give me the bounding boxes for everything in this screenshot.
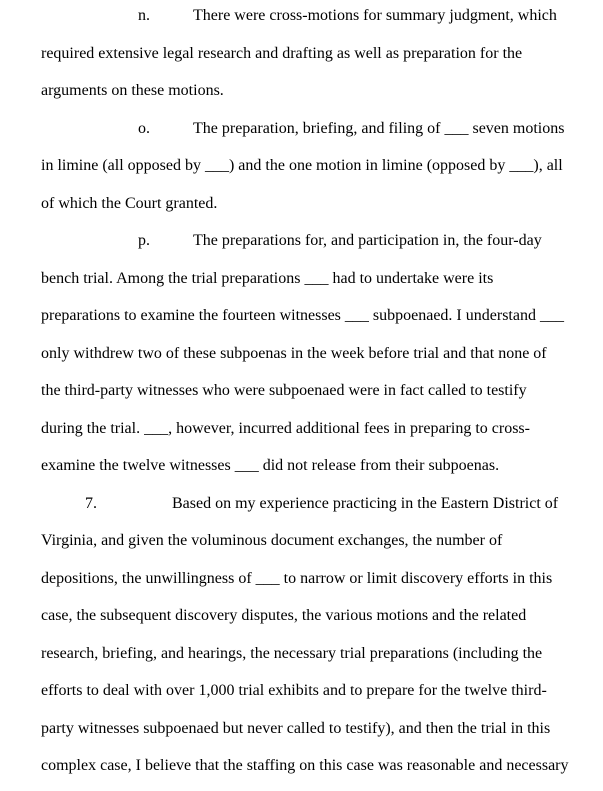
first-line-indent: [41, 132, 138, 133]
line-text: research, briefing, and hearings, the necessary trial preparations (including the: [41, 644, 543, 662]
paragraph: [41, 485, 583, 785]
first-line-indent: [41, 19, 138, 20]
paragraph-line: [41, 372, 583, 410]
line-text: preparations to examine the fourteen witnesses ___ subpoenaed. I understand ___: [41, 307, 564, 324]
paragraph-line: [41, 597, 583, 635]
document-text-block: [41, 0, 583, 785]
paragraph-label: p.: [138, 232, 150, 249]
line-text: There were cross-motions for summary judgment, which: [193, 7, 557, 24]
line-text: efforts to deal with over 1,000 trial exhibits and to prepare for the twelve third-: [41, 682, 547, 699]
paragraph-line: [41, 522, 583, 560]
line-text: required extensive legal research and drafting as well as preparation for the: [41, 44, 523, 62]
line-text: during the trial. ___, however, incurred additional fees in preparing to cross-: [41, 419, 530, 437]
line-text: Based on my experience practicing in the Eastern District of: [172, 494, 559, 512]
paragraph: [41, 0, 583, 110]
paragraph-line: [41, 110, 583, 148]
line-text: case, the subsequent discovery disputes, the various motions and the related: [41, 607, 527, 624]
line-text: only withdrew two of these subpoenas in the week before trial and that none of: [41, 344, 547, 362]
paragraph: [41, 222, 583, 485]
line-text: party witnesses subpoenaed but never called to testify), and then the trial in this: [41, 719, 551, 737]
paragraph-line: [41, 747, 583, 785]
paragraph-line: [41, 560, 583, 598]
paragraph-label: 7.: [85, 494, 97, 512]
paragraph-label: n.: [138, 7, 150, 24]
first-line-indent: [41, 507, 85, 508]
paragraph-label: o.: [138, 119, 150, 137]
line-text: bench trial. Among the trial preparations ___ had to undertake were its: [41, 269, 494, 287]
paragraph-line: [41, 297, 583, 335]
line-text: in limine (all opposed by ___) and the one motion in limine (opposed by ___), all: [41, 157, 563, 174]
paragraph-line: [41, 222, 583, 260]
line-text: the third-party witnesses who were subpoenaed were in fact called to testify: [41, 382, 527, 399]
line-text: of which the Court granted.: [41, 194, 218, 212]
paragraph-line: [41, 147, 583, 185]
first-line-indent: [41, 244, 138, 245]
paragraph-line: [41, 72, 583, 110]
line-text: examine the twelve witnesses ___ did not release from their subpoenas.: [41, 457, 500, 474]
paragraph-line: [41, 635, 583, 673]
paragraph-line: [41, 672, 583, 710]
paragraph-line: [41, 485, 583, 523]
paragraph-line: [41, 710, 583, 748]
line-text: arguments on these motions.: [41, 82, 224, 99]
paragraph-line: [41, 0, 583, 35]
paragraph-line: [41, 410, 583, 448]
paragraph-line: [41, 335, 583, 373]
paragraph-line: [41, 35, 583, 73]
line-text: complex case, I believe that the staffing on this case was reasonable and necessary: [41, 757, 569, 774]
paragraph: [41, 110, 583, 223]
line-text: Virginia, and given the voluminous document exchanges, the number of: [41, 532, 503, 549]
line-text: The preparation, briefing, and filing of ___ seven motions: [193, 119, 565, 137]
paragraph-line: [41, 185, 583, 223]
line-text: The preparations for, and participation in, the four-day: [193, 232, 542, 249]
line-text: depositions, the unwillingness of ___ to narrow or limit discovery efforts in this: [41, 569, 553, 587]
paragraph-line: [41, 447, 583, 485]
paragraph-line: [41, 260, 583, 298]
